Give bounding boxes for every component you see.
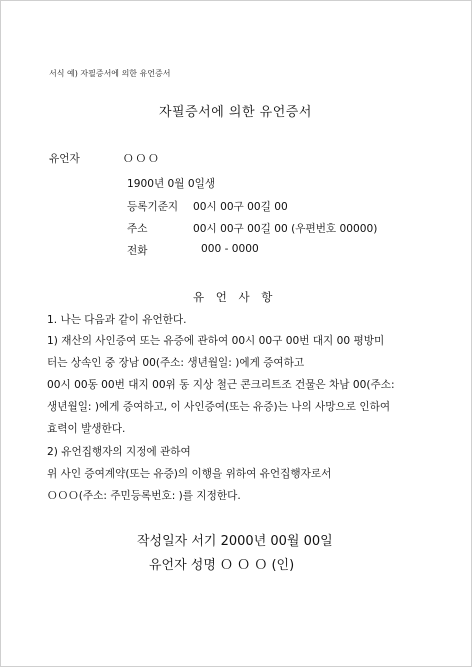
body-line: 1) 재산의 사인증여 또는 유증에 관하여 00시 00구 00번 대지 00 평방미 xyxy=(47,335,385,347)
body-line: ＯＯＯ(주소: 주민등록번호: )를 지정한다. xyxy=(47,490,241,502)
body-line: 터는 상속인 중 장남 00(주소: 생년월일: )에게 증여하고 xyxy=(47,357,305,369)
body-line: 00시 00동 00번 대지 00위 동 지상 철근 콘크리트조 건물은 차남 00(주소: xyxy=(47,379,395,391)
registered-value: 00시 00구 00길 00 xyxy=(193,201,288,213)
body-line: 효력이 발생한다. xyxy=(47,423,126,435)
phone-label: 전화 xyxy=(127,245,148,257)
phone-value: 000 - 0000 xyxy=(201,243,259,255)
body-line: 생년월일: )에게 증여하고, 이 사인증여(또는 유증)는 나의 사망으로 인하여 xyxy=(47,401,391,413)
body-line: 2) 유언집행자의 지정에 관하여 xyxy=(47,446,191,458)
section-title: 유 언 사 항 xyxy=(193,290,277,304)
address-label: 주소 xyxy=(127,223,148,235)
body-line: 위 사인 증여계약(또는 유증)의 이행을 위하여 유언집행자로서 xyxy=(47,468,332,480)
date-line: 작성일자 서기 2000년 00월 00일 xyxy=(137,534,333,549)
address-value: 00시 00구 00길 00 (우편번호 00000) xyxy=(193,223,378,235)
testator-name: ＯＯＯ xyxy=(123,153,161,165)
body-line: 1. 나는 다음과 같이 유언한다. xyxy=(47,314,187,326)
document-title: 자필증서에 의한 유언증서 xyxy=(159,105,312,120)
registered-label: 등록기준지 xyxy=(127,201,179,213)
form-label: 서식 예) 자필증서에 의한 유언증서 xyxy=(49,69,171,78)
testator-label: 유언자 xyxy=(49,153,80,165)
signer-line: 유언자 성명 Ｏ Ｏ Ｏ (인) xyxy=(149,558,295,573)
testator-birth: 1900년 0월 0일생 xyxy=(127,178,216,190)
